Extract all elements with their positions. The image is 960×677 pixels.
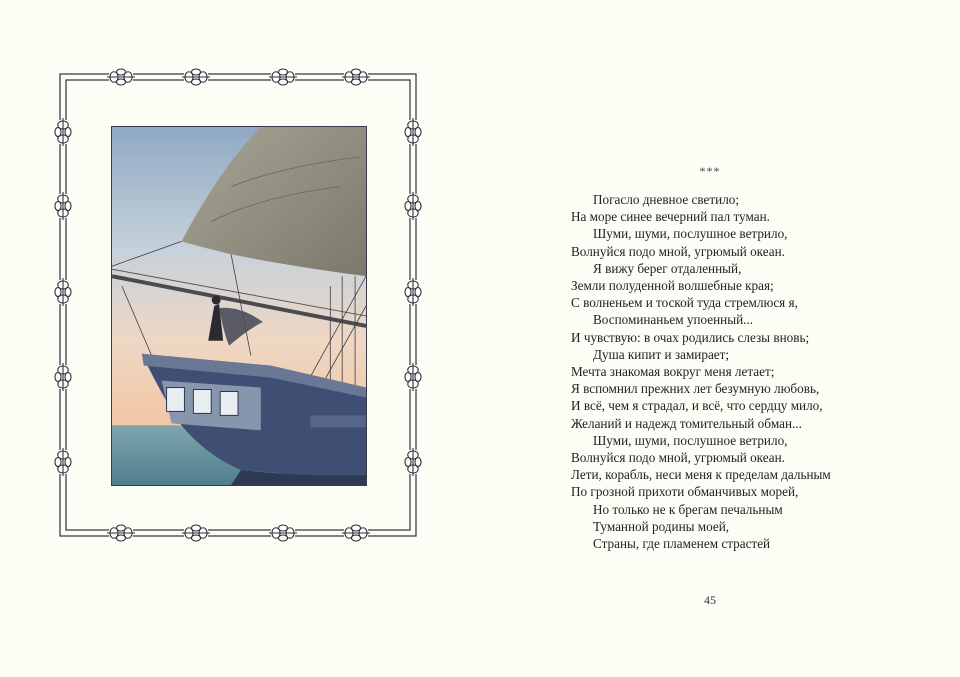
poem-line: Туманной родины моей, bbox=[593, 518, 730, 534]
frame-ornament-icon bbox=[405, 278, 421, 306]
frame-ornament-icon bbox=[55, 448, 71, 476]
poem-line: Страны, где пламенем страстей bbox=[593, 536, 771, 552]
frame-ornament-icon bbox=[182, 525, 210, 541]
frame-ornament-icon bbox=[405, 118, 421, 146]
frame-ornament-icon bbox=[342, 69, 370, 85]
poem-line: По грозной прихоти обманчивых морей, bbox=[571, 484, 799, 500]
frame-ornament-icon bbox=[55, 192, 71, 220]
ship-illustration bbox=[111, 126, 367, 486]
frame-ornament-icon bbox=[269, 525, 297, 541]
frame-ornament-icon bbox=[55, 363, 71, 391]
page-number: 45 bbox=[704, 593, 716, 607]
poem-line: Я вспомнил прежних лет безумную любовь, bbox=[571, 381, 820, 397]
poem-line: Мечта знакомая вокруг меня летает; bbox=[571, 364, 775, 380]
poem-line: С волненьем и тоской туда стремлюся я, bbox=[571, 295, 798, 311]
poem-line: Но только не к брегам печальным bbox=[593, 501, 783, 517]
frame-ornament-icon bbox=[405, 363, 421, 391]
ship-watercolor-image bbox=[112, 127, 366, 485]
poem-text bbox=[571, 191, 901, 552]
frame-ornament-icon bbox=[107, 69, 135, 85]
frame-ornament-icon bbox=[55, 278, 71, 306]
frame-ornament-icon bbox=[55, 118, 71, 146]
ornamental-frame bbox=[52, 62, 424, 548]
poem-line: Душа кипит и замирает; bbox=[593, 346, 730, 362]
poem-line: На море синее вечерний пал туман. bbox=[571, 209, 770, 225]
frame-ornament-icon bbox=[107, 525, 135, 541]
frame-ornament-icon bbox=[405, 192, 421, 220]
frame-ornament-icon bbox=[342, 525, 370, 541]
frame-ornament-icon bbox=[269, 69, 297, 85]
poem-line: И чувствую: в очах родились слезы вновь; bbox=[571, 329, 810, 345]
poem-line: Волнуйся подо мной, угрюмый океан. bbox=[571, 450, 785, 466]
poem-line: Шуми, шуми, послушное ветрило, bbox=[593, 432, 788, 448]
poem-line: И всё, чем я страдал, и всё, что сердцу мило, bbox=[571, 398, 823, 414]
poem-line: Волнуйся подо мной, угрюмый океан. bbox=[571, 243, 785, 259]
poem-line: Погасло дневное светило; bbox=[593, 192, 740, 207]
poem-line: Лети, корабль, неси меня к пределам дальным bbox=[571, 467, 831, 483]
section-separator: *** bbox=[699, 164, 721, 178]
poem-line: Земли полуденной волшебные края; bbox=[571, 278, 774, 294]
poem-line: Желаний и надежд томительный обман... bbox=[571, 415, 802, 431]
poem-line: Шуми, шуми, послушное ветрило, bbox=[593, 226, 788, 242]
poem-line: Воспоминаньем упоенный... bbox=[593, 312, 754, 328]
poem-line: Я вижу берег отдаленный, bbox=[593, 260, 742, 276]
frame-ornament-icon bbox=[182, 69, 210, 85]
frame-ornament-icon bbox=[405, 448, 421, 476]
